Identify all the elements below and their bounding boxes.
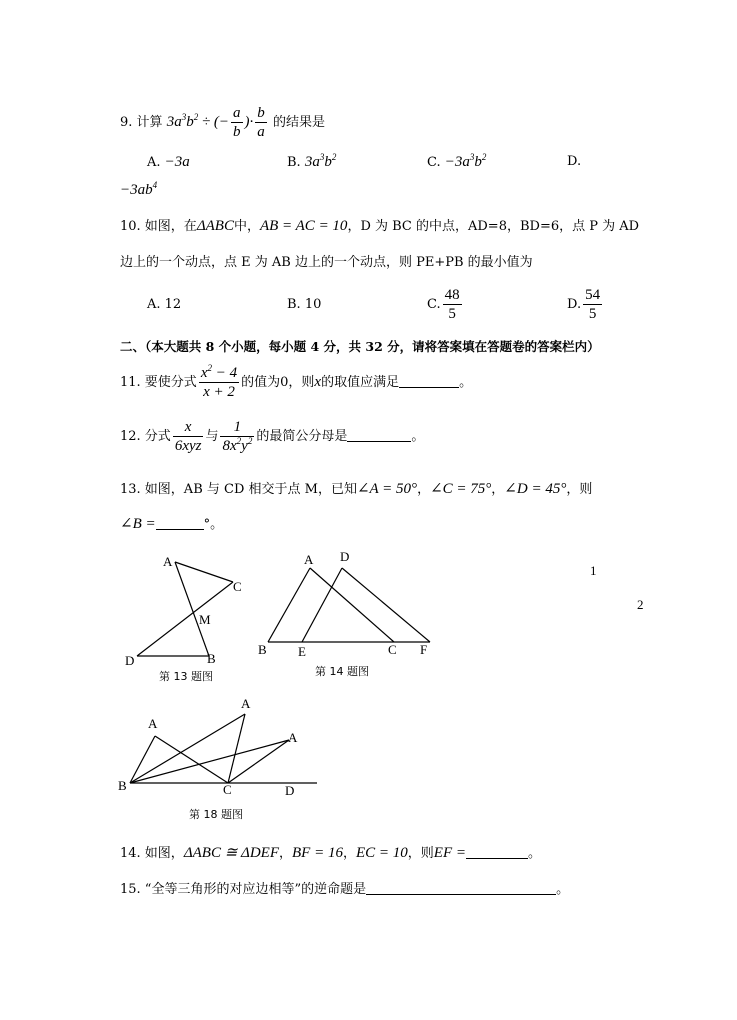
fig13-caption: 第 13 题图	[159, 670, 213, 683]
label-c: C	[388, 642, 397, 657]
margin-number-1: 1	[590, 563, 597, 578]
q9-option-b: B. $3a^3b^2$	[287, 152, 337, 170]
label-a: A	[304, 552, 314, 567]
q12-answer-blank[interactable]	[347, 428, 411, 442]
q10-option-a: A. 12	[147, 297, 182, 312]
label-f: F	[420, 642, 428, 657]
q14-stem: 14. 如图，ΔABC ≅ ΔDEF，BF = 16，EC = 10，则EF = 。	[120, 845, 541, 861]
label-a2: A	[241, 696, 251, 711]
q13-line2: ∠B = °。	[120, 516, 224, 532]
q10-option-d: D. $\frac{54}{5}$	[567, 287, 601, 322]
label-a3: A	[288, 730, 298, 745]
segment-ac	[175, 562, 233, 582]
q12-stem: 12. 分式 $\frac{x}{\text{6xyz}}$ 与 $\frac{1}{8x^2y^2}$ 的最简公分母是 。	[120, 419, 425, 454]
label-d: D	[125, 653, 135, 668]
fig14-caption: 第 14 题图	[315, 665, 369, 678]
section-2-heading: 二、（本大题共 8 个小题，每小题 4 分，共 32 分，请将答案填在答题卷的答案栏内）	[120, 339, 600, 354]
q14-answer-blank[interactable]	[466, 845, 528, 859]
q13-line1: 13. 如图，AB 与 CD 相交于点 M，已知∠A = 50°，∠C = 75°，∠D = 45°，则	[120, 481, 593, 497]
figure-14	[252, 544, 442, 684]
figure-13	[115, 548, 265, 688]
q9-expression: $3a^3b^2$ ÷ (− $\frac{a}{b}$ )· $\frac{b}{a}$	[166, 105, 265, 140]
q9-option-a: A. −3a	[147, 154, 190, 170]
label-a: A	[163, 554, 173, 569]
q9-option-c: C. $-3a^3b^2$	[427, 152, 487, 170]
figure-18	[113, 692, 323, 827]
margin-number-2: 2	[637, 597, 644, 612]
label-b: B	[118, 778, 127, 793]
q9-stem	[120, 104, 325, 141]
q9-option-d-expr: $-3ab^4$	[120, 180, 158, 198]
segment-cd	[137, 582, 233, 656]
q9-option-d: D.	[567, 154, 582, 169]
label-b: B	[258, 642, 267, 657]
q10-option-c: C. $\frac{48}{5}$	[427, 287, 460, 322]
fig18-caption: 第 18 题图	[189, 808, 243, 821]
q9-prefix: 9. 计算	[120, 114, 163, 130]
label-e: E	[298, 644, 306, 659]
q11-answer-blank[interactable]	[399, 374, 459, 388]
q10-option-b: B. 10	[287, 297, 322, 312]
q10-line1: 10. 如图，在ΔABC中，AB = AC = 10，D 为 BC 的中点，AD=8，BD=6，点 P 为 AD	[120, 218, 640, 234]
label-b: B	[207, 651, 216, 666]
q15-stem: 15. “全等三角形的对应边相等”的逆命题是 。	[120, 882, 570, 897]
q13-answer-blank[interactable]	[156, 516, 204, 530]
label-c: C	[223, 782, 232, 797]
label-d: D	[285, 783, 295, 798]
label-c: C	[233, 579, 242, 594]
segment-df	[342, 568, 430, 642]
segment-ab	[175, 562, 209, 656]
label-a1: A	[148, 716, 158, 731]
label-d: D	[340, 549, 350, 564]
q9-suffix: 的结果是	[272, 114, 325, 130]
segment-b-a3	[130, 740, 289, 783]
q15-answer-blank[interactable]	[366, 881, 556, 895]
q11-stem: 11. 要使分式 $\frac{x^2 - 4}{x + 2}$ 的值为0，则x的取值应满足 。	[120, 363, 473, 400]
label-m: M	[199, 612, 211, 627]
q10-line2: 边上的一个动点，点 E 为 AB 边上的一个动点，则 PE+PB 的最小值为	[120, 255, 533, 270]
segment-ab	[268, 568, 310, 642]
